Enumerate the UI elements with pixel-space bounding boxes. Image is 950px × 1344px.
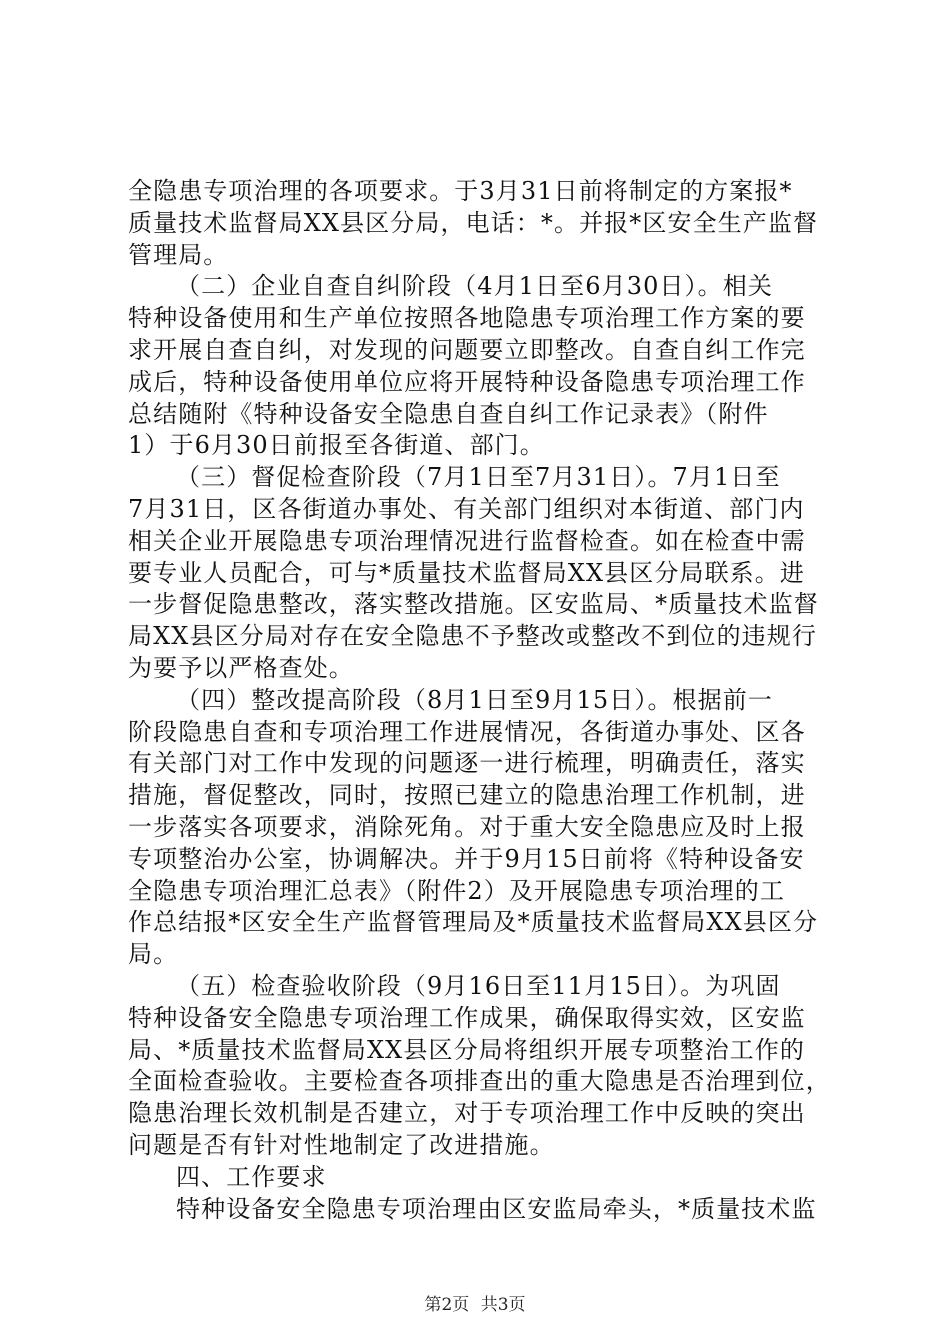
text-line: 局。 [128,940,179,969]
text-line: 一步落实各项要求，消除死角。对于重大安全隐患应及时上报 [128,812,806,841]
text-line: 特种设备使用和生产单位按照各地隐患专项治理工作方案的要 [128,304,806,333]
text-line: 总结随附《特种设备安全隐患自查自纠工作记录表》（附件 [128,399,769,428]
text-line: 成后，特种设备使用单位应将开展特种设备隐患专项治理工作 [128,367,806,396]
page-footer [0,1290,950,1315]
text-line: 局、*质量技术监督局XX县区分局将组织开展专项整治工作的 [128,1035,805,1064]
text-line: 全隐患专项治理的各项要求。于3月31日前将制定的方案报* [128,177,793,205]
text-line: 问题是否有针对性地制定了改进措施。 [128,1130,555,1159]
text-line: （三）督促检查阶段（7月1日至7月31日）。7月1日至 [176,463,781,492]
page-number: 第2页 [424,1295,470,1315]
text-line: 一步督促隐患整改，落实整改措施。区安监局、*质量技术监督 [128,590,819,619]
text-line: 作总结报*区安全生产监督管理局及*质量技术监督局XX县区分 [128,908,819,937]
text-line: 措施，督促整改，同时，按照已建立的隐患治理工作机制，进 [128,781,806,810]
text-line: 阶段隐患自查和专项治理工作进展情况，各街道办事处、区各 [128,717,806,746]
text-line: 1）于6月30日前报至各街道、部门。 [128,431,545,460]
text-line: 全隐患专项治理汇总表》（附件2）及开展隐患专项治理的工 [128,876,785,905]
text-line: 相关企业开展隐患专项治理情况进行监督检查。如在检查中需 [128,526,806,555]
text-line: 为要予以严格查处。 [128,653,354,682]
text-line: 管理局。 [128,240,229,269]
page-total: 共3页 [480,1295,526,1315]
text-line: 有关部门对工作中发现的问题逐一进行梳理，明确责任，落实 [128,749,806,778]
text-line: 求开展自查自纠，对发现的问题要立即整改。自查自纠工作完 [128,335,806,364]
text-line: 7月31日，区各街道办事处、有关部门组织对本街道、部门内 [128,494,805,523]
text-line: 特种设备安全隐患专项治理由区安监局牵头，*质量技术监 [176,1194,817,1223]
text-line: 局XX县区分局对存在安全隐患不予整改或整改不到位的违规行 [128,622,817,651]
text-line: 要专业人员配合，可与*质量技术监督局XX县区分局联系。进 [128,558,805,587]
text-line: （四）整改提高阶段（8月1日至9月15日）。根据前一 [176,685,773,714]
text-line: 质量技术监督局XX县区分局，电话：*。并报*区安全生产监督 [128,208,819,237]
text-line: 隐患治理长效机制是否建立，对于专项治理工作中反映的突出 [128,1099,806,1128]
text-line: 专项整治办公室，协调解决。并于9月15日前将《特种设备安 [128,844,805,873]
document-body [128,176,840,1225]
text-line: 全面检查验收。主要检查各项排查出的重大隐患是否治理到位， [128,1067,831,1096]
text-line: （二）企业自查自纠阶段（4月1日至6月30日）。相关 [176,272,773,301]
text-line: 四、工作要求 [176,1162,327,1191]
text-line: （五）检查验收阶段（9月16日至11月15日）。为巩固 [176,971,781,1000]
text-line: 特种设备安全隐患专项治理工作成果，确保取得实效，区安监 [128,1003,806,1032]
